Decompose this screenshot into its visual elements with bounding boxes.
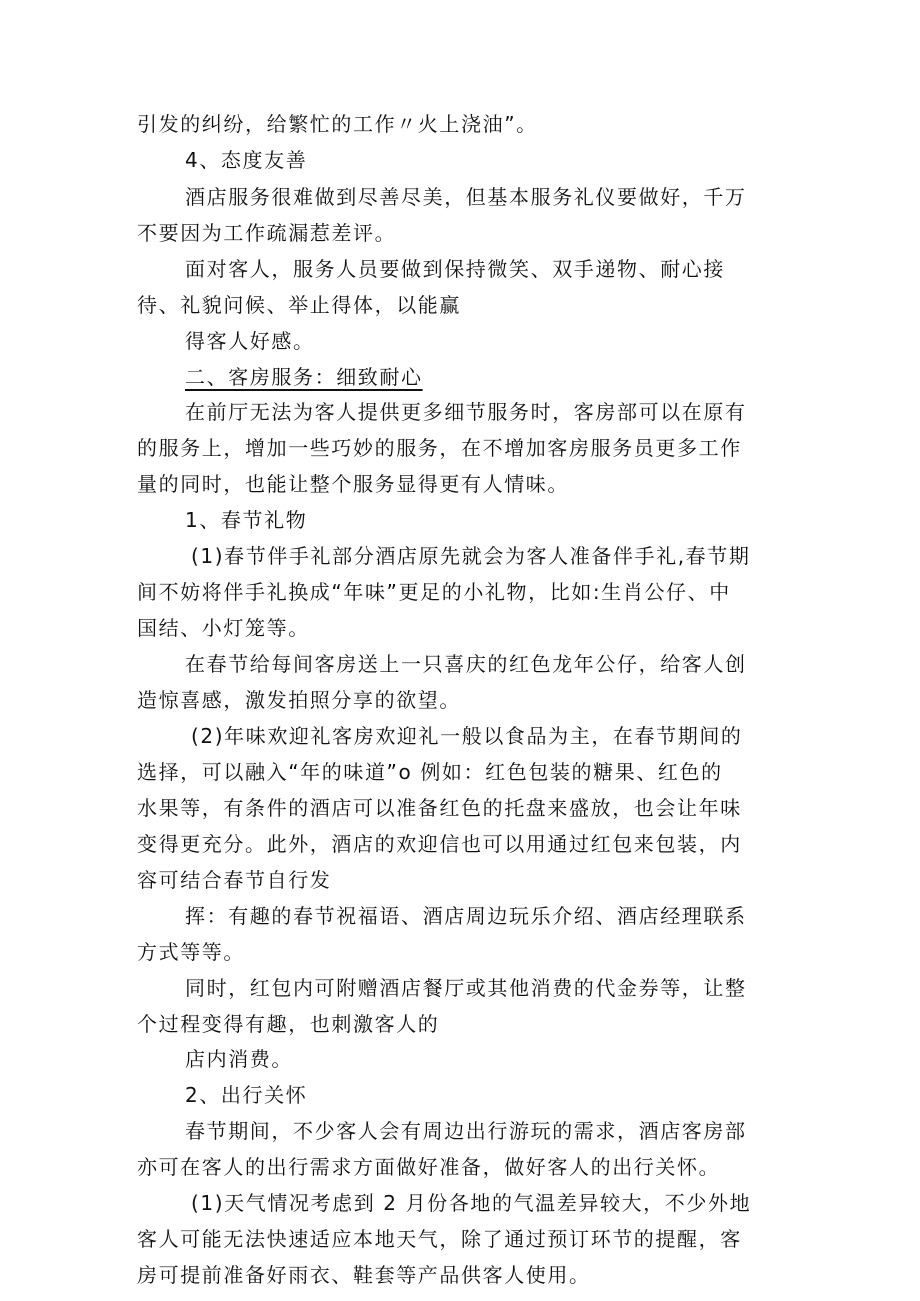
- paragraph-line: 国结、小灯笼等。: [137, 616, 310, 640]
- paragraph-line: 容可结合春节自行发: [137, 868, 332, 892]
- paragraph-line: 方式等等。: [137, 940, 245, 964]
- paragraph-line: 得客人好感。: [185, 329, 315, 353]
- paragraph-line: 在春节给每间客房送上一只喜庆的红色龙年公仔，给客人创: [185, 652, 747, 676]
- paragraph-line: 客人可能无法快速适应本地天气，除了通过预订环节的提醒，客: [137, 1227, 742, 1251]
- section-heading-travel-care: 2、出行关怀: [185, 1083, 308, 1107]
- paragraph-line: 在前厅无法为客人提供更多细节服务时，客房部可以在原有: [185, 400, 747, 424]
- paragraph-line: 引发的纠纷，给繁忙的工作〃火上浇油”。: [137, 112, 538, 136]
- paragraph-line: 水果等，有条件的酒店可以准备红色的托盘来盛放，也会让年味: [137, 796, 742, 820]
- paragraph-line: 待、礼貌问候、举止得体，以能赢: [137, 293, 461, 317]
- paragraph-line: 的服务上，增加一些巧妙的服务，在不增加客房服务员更多工作: [137, 436, 742, 460]
- paragraph-line: 亦可在客人的出行需求方面做好准备，做好客人的出行关怀。: [137, 1155, 721, 1179]
- paragraph-line: 同时，红包内可附赠酒店餐厅或其他消费的代金券等，让整: [185, 976, 747, 1000]
- paragraph-line: 酒店服务很难做到尽善尽美，但基本服务礼仪要做好，千万: [185, 185, 747, 209]
- paragraph-line: 面对客人，服务人员要做到保持微笑、双手递物、耐心接: [185, 257, 725, 281]
- paragraph-line: 间不妨将伴手礼换成“年味”更足的小礼物，比如:生肖公仔、中: [137, 580, 731, 604]
- section-heading-room-service: 二、客房服务：细致耐心: [185, 365, 423, 389]
- paragraph-line: 变得更充分。此外，酒店的欢迎信也可以用通过红包来包装，内: [137, 832, 742, 856]
- paragraph-line: 选择，可以融入“年的味道”o 例如：红色包装的糖果、红色的: [137, 760, 723, 784]
- paragraph-line: 个过程变得有趣，也刺激客人的: [137, 1012, 440, 1036]
- paragraph-line: 房可提前准备好雨衣、鞋套等产品供客人使用。: [137, 1263, 591, 1287]
- paragraph-line: (1)春节伴手礼部分酒店原先就会为客人准备伴手礼,春节期: [191, 544, 751, 568]
- paragraph-line: 造惊喜感，激发拍照分享的欲望。: [137, 688, 461, 712]
- section-heading-attitude: 4、态度友善: [185, 148, 308, 172]
- paragraph-line: 春节期间，不少客人会有周边出行游玩的需求，酒店客房部: [185, 1119, 747, 1143]
- section-heading-gifts: 1、春节礼物: [185, 508, 308, 532]
- paragraph-line: (1)天气情况考虑到 2 月份各地的气温差异较大，不少外地: [191, 1191, 752, 1215]
- paragraph-line: 挥：有趣的春节祝福语、酒店周边玩乐介绍、酒店经理联系: [185, 904, 747, 928]
- paragraph-line: (2)年味欢迎礼客房欢迎礼一般以食品为主，在春节期间的: [191, 724, 743, 748]
- paragraph-line: 不要因为工作疏漏惹差评。: [137, 221, 397, 245]
- paragraph-line: 量的同时，也能让整个服务显得更有人情味。: [137, 472, 569, 496]
- paragraph-line: 店内消费。: [185, 1047, 293, 1071]
